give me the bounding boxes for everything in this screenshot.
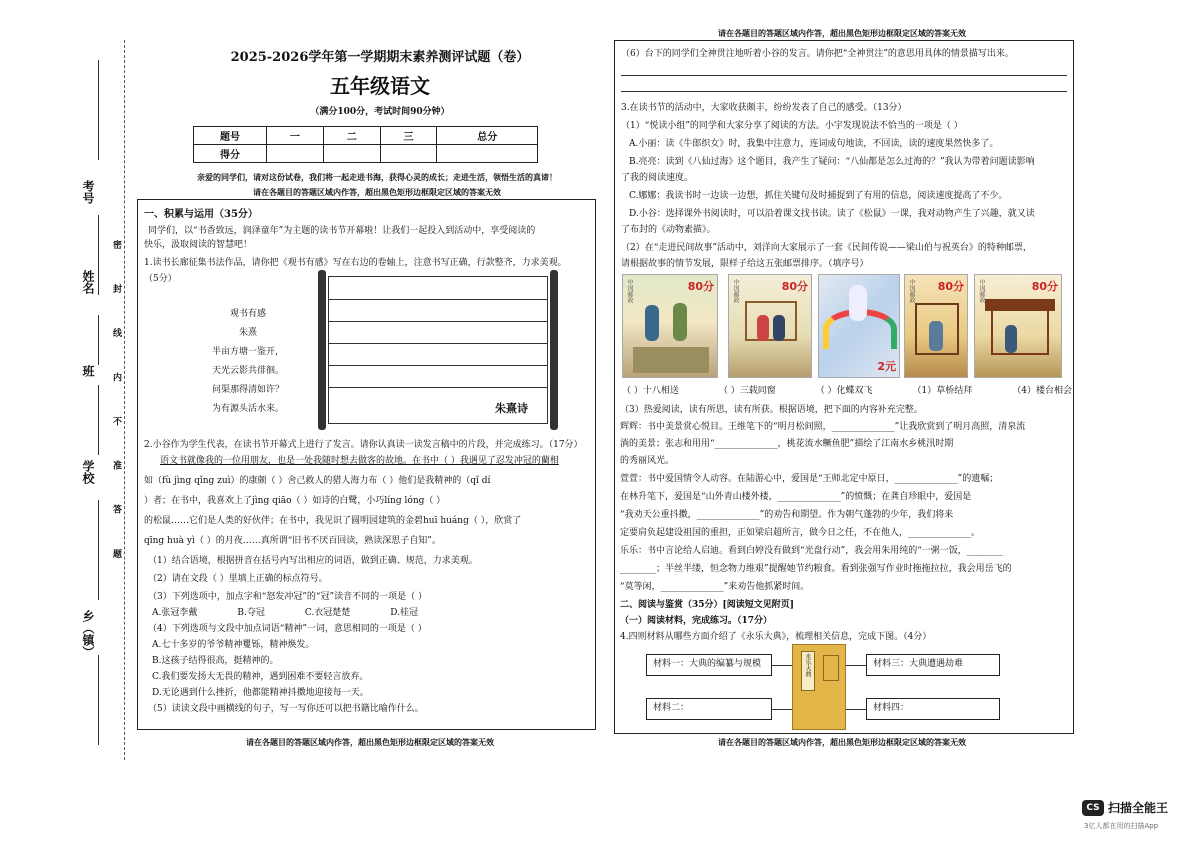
material-4-box[interactable] — [866, 698, 1000, 720]
scanner-logo-icon: CS — [1082, 800, 1104, 816]
stamp-country-label: 中国邮政 — [908, 279, 915, 303]
q3-3-text: 乐乐：书中言论给人启迪。看到白婷没有做到“光盘行动”，我会用朱用纯的“一粥一饭，________ — [620, 546, 1003, 556]
q2-sub1: （1）结合语境，根据拼音在括号内写出相应的词语，做到正确、规范，力求美观。 — [148, 556, 478, 566]
score-input[interactable] — [323, 145, 380, 163]
notice-top-left: 请在各题目的答题区域内作答，超出黑色矩形边框限定区域的答案无效 — [253, 187, 501, 197]
stamp-image — [904, 274, 968, 378]
section2-title: 二、阅读与鉴赏（35分）[阅读短文见附页] — [620, 600, 795, 610]
scanner-tagline: 3亿人都在用的扫描App — [1084, 822, 1159, 830]
notice-bottom-left: 请在各题目的答题区域内作答，超出黑色矩形边框限定区域的答案无效 — [246, 737, 494, 747]
answer-line[interactable] — [621, 75, 1067, 76]
q3-3-text: 定要肩负起建设祖国的重担，正如梁启超所言，做今日之任，不在他人，______________。 — [620, 528, 981, 538]
q3-1: （1）“悦读小组”的同学和大家分享了阅读的方法。小宇发现说法不恰当的一项是（ ） — [621, 121, 963, 131]
town-label: 乡（镇） — [81, 610, 95, 658]
option-b[interactable]: B.夺冠 — [237, 608, 265, 618]
binding-margin — [60, 40, 130, 760]
score-cell: 总分 — [437, 127, 538, 145]
poem-line: 半亩方塘一鉴开， — [211, 347, 284, 357]
q4-text: 4.四则材料从哪些方面介绍了《永乐大典》，梳理相关信息，完成下图。（4分） — [620, 632, 932, 642]
q3-1-opt[interactable]: A.小丽：读《牛郎织女》时，我集中注意力，连词成句地读，不回读，读的速度果然快多了。 — [629, 139, 999, 149]
stamp-value: 2元 — [877, 360, 896, 373]
section1-intro: 快乐，汲取阅读的智慧吧！ — [144, 240, 253, 250]
score-cell: 二 — [323, 127, 380, 145]
material-1-text: 材料一：大典的编纂与规模 — [653, 659, 762, 669]
notice-top-right: 请在各题目的答题区域内作答，超出黑色矩形边框限定区域的答案无效 — [718, 28, 966, 38]
poem-line: 天光云影共徘徊。 — [211, 366, 284, 376]
poem-line: 问渠那得清如许？ — [211, 385, 284, 395]
exam-title: 2025-2026学年第一学期期末素养测评试题（卷） — [230, 50, 530, 65]
stamp-label[interactable]: （ ）十八相送 — [622, 386, 679, 396]
option-a[interactable]: A.张冠李戴 — [152, 608, 198, 618]
option-d[interactable]: D.无论遇到什么挫折，他都能精神抖擞地迎接每一天。 — [152, 688, 369, 698]
score-cell: 题号 — [194, 127, 267, 145]
q2-sub2: （2）请在文段（ ）里填上正确的标点符号。 — [148, 574, 328, 584]
stamp-image — [728, 274, 812, 378]
q3-3-text: 淌的美景；张志和用用“______________，桃花流水鳜鱼肥”描绘了江南水乡桃汛时期 — [620, 439, 954, 449]
material-3-text: 材料三：大典遭遇劫难 — [873, 659, 964, 669]
q2-passage: 语文书就像我的一位用朋友，也是一处我随时想去做客的故地。在书中（ ）我遇见了忍发冲冠的藺相 — [160, 456, 559, 466]
book-cover-image — [792, 644, 846, 730]
left-answer-box — [137, 199, 596, 730]
section1-intro: 同学们，以“书香致远，润泽童年”为主题的读书节开幕啦！让我们一起投入到活动中，享受阅读的 — [148, 226, 536, 236]
q2-sub3-options — [152, 606, 572, 620]
book-title: 永乐大典 — [804, 653, 811, 677]
stamp-value: 80分 — [781, 280, 808, 293]
poem-author: 朱熹 — [238, 328, 257, 338]
stamp-country-label: 中国邮政 — [978, 279, 985, 303]
greeting: 亲爱的同学们，请对这份试卷，我们将一起走进书海，获得心灵的成长；走进生活，领悟生活的真谛！ — [197, 172, 557, 182]
q1-text: 1.读书长廊征集书法作品，请你把《观书有感》写在右边的卷轴上，注意书写正确，行款整齐，力求美观。 — [144, 258, 567, 268]
score-input[interactable] — [380, 145, 437, 163]
option-b[interactable]: B.这孩子结得很高，挺精神的。 — [152, 656, 279, 666]
option-c[interactable]: C.我们要发扬大无畏的精神，遇到困难不要轻言放弃。 — [152, 672, 369, 682]
score-cell: 三 — [380, 127, 437, 145]
q3-title: 3.在读书节的活动中，大家收获颇丰，纷纷发表了自己的感受。（13分） — [621, 103, 907, 113]
name-label: 姓名 — [81, 270, 95, 294]
q2-passage: 的松鼠……它们是人类的好伙伴；在书中，我见识了圆明园建筑的金碧huī huáng（ ），欣赏了 — [144, 516, 522, 526]
q2-passage: 如（fù jìng qǐng zuì）的康颇（ ）舍己救人的猎人海力布（ ）他们是我精神的（qǐ dí — [144, 476, 491, 486]
q3-3: （3）热爱阅读，读有所思，读有所获。根据语境，把下面的内容补充完整。 — [620, 405, 923, 415]
stamp-value: 80分 — [937, 280, 964, 293]
material-3-box — [866, 654, 1000, 676]
material-2-text: 材料二： — [653, 703, 690, 713]
notice-bottom-right: 请在各题目的答题区域内作答，超出黑色矩形边框限定区域的答案无效 — [718, 737, 966, 747]
q3-1-opt[interactable]: C.娜娜：我读书时一边读一边想，抓住关键句及时捕捉到了有用的信息，阅读速度提高了不少。 — [629, 191, 1008, 201]
class-label: 班 — [81, 365, 95, 377]
material-2-box[interactable] — [646, 698, 772, 720]
stamp-image — [622, 274, 718, 378]
stamp-labels — [622, 384, 1072, 398]
subject-title: 五年级语文 — [330, 74, 430, 98]
stamp-label[interactable]: （ ）化蝶双飞 — [815, 386, 873, 396]
q3-3-text: 的秀丽风光。 — [620, 456, 675, 466]
stamp-value: 80分 — [1031, 280, 1058, 293]
q3-1-opt-cont: 了我的阅读速度。 — [621, 173, 694, 183]
section2-sub: （一）阅读材料，完成练习。（17分） — [620, 616, 773, 626]
scroll-rod-right — [550, 270, 558, 430]
q2-sub3: （3）下列选项中，加点字和“怒发冲冠”的“冠”读音不同的一项是（ ） — [148, 592, 427, 602]
scroll-signature: 朱熹诗 — [495, 402, 528, 415]
q3-3-text: “莫等闲，______________”来劝告他抓紧时间。 — [620, 582, 810, 592]
stamp-image — [818, 274, 900, 378]
q2-passage: ）者；在书中，我喜欢上了jìng qiāo（ ）如诗的白鹭，小巧líng lóng（ ） — [144, 496, 446, 506]
poem — [193, 305, 303, 419]
score-input[interactable] — [267, 145, 324, 163]
stamp-image — [974, 274, 1062, 378]
score-input[interactable] — [437, 145, 538, 163]
q3-3-text: ________；半丝半缕，恒念物力维艰”提醒她节约粮食。看到张强写作业时拖拖拉拉，我会用岳飞的 — [620, 564, 1012, 574]
q3-3-text: 萱萱：书中爱国情令人动容。在陆游心中，爱国是“王师北定中原日，______________”的遗嘱； — [620, 474, 999, 484]
poem-title: 观书有感 — [229, 309, 266, 319]
q3-1-opt[interactable]: D.小谷：选择课外书阅读时，可以沿着课文找书读。读了《松鼠》一课，我对动物产生了兴趣，就又读 — [629, 209, 1035, 219]
q2-sub4: （4）下列选项与文段中加点词语“精神”一词，意思相同的一项是（ ） — [148, 624, 427, 634]
q1-score: （5分） — [144, 274, 177, 284]
material-4-text: 材料四： — [873, 703, 910, 713]
poem-line: 为有源头活水来。 — [211, 404, 284, 414]
q2-text: 2.小谷作为学生代表，在读书节开幕式上进行了发言。请你认真读一读发言稿中的片段，并完成练习。（17分） — [144, 440, 583, 450]
seal-line-text: 密 封 线 内 不 准 答 题 — [111, 240, 121, 574]
scroll-rod-left — [318, 270, 326, 430]
q2-passage: qīng huà yì（ ）的月夜……真所谓“旧书不厌百回读，熟读深思子自知”。 — [144, 536, 441, 546]
q2-sub5: （5）读读文段中画横线的句子，写一写你还可以把书籍比喻作什么。 — [148, 704, 424, 714]
scanner-name: 扫描全能王 — [1108, 801, 1169, 815]
q3-3-text: “我劝天公重抖擞，______________”的劝告和期望。作为朝气蓬勃的少年，我们将来 — [620, 510, 954, 520]
exam-no-label: 考号 — [81, 180, 95, 204]
stamp-label: （4）楼台相会 — [1012, 386, 1072, 396]
material-1-box — [646, 654, 772, 676]
q3-2: （2）在“走进民间故事”活动中，刘洋向大家展示了一套《民间传说——梁山伯与祝英台》的特种邮票， — [621, 243, 1032, 253]
exam-meta: （满分100分，考试时间90分钟） — [310, 107, 450, 117]
answer-line[interactable] — [621, 91, 1067, 92]
q6-text: （6）台下的同学们全神贯注地听着小谷的发言。请你把“全神贯注”的意思用具体的情景描写出来。 — [621, 49, 1014, 59]
stamp-label: （1）草桥结拜 — [912, 386, 973, 396]
scroll-writing-area[interactable] — [318, 270, 558, 430]
scanner-watermark — [1082, 798, 1192, 838]
score-cell: 得分 — [194, 145, 267, 163]
option-a[interactable]: A.七十多岁的爷爷精神矍铄，精神焕发。 — [152, 640, 315, 650]
q3-1-opt[interactable]: B.亮亮：读到《八仙过海》这个题目，我产生了疑问：“八仙都是怎么过海的？”我认为带着问题读影响 — [629, 157, 1035, 167]
stamp-country-label: 中国邮政 — [732, 279, 739, 303]
school-label: 学校 — [81, 460, 95, 484]
option-d[interactable]: D.桂冠 — [390, 608, 419, 618]
q3-3-text: 在林升笔下，爱国是“山外青山楼外楼，______________”的愤慨；在龚自珍眼中，爱国是 — [620, 492, 972, 502]
q3-3-text: 辉辉：书中美景赏心悦目。王维笔下的“明月松间照，______________”让我欣赏到了明月高照，清泉流 — [620, 422, 1026, 432]
stamp-country-label: 中国邮政 — [626, 279, 633, 303]
score-cell: 一 — [267, 127, 324, 145]
stamp-value: 80分 — [687, 280, 714, 293]
q3-1-opt-cont: 了布封的《动物素描》。 — [621, 225, 716, 235]
score-table — [193, 126, 538, 163]
stamp-label[interactable]: （ ）三载同窗 — [718, 386, 776, 396]
option-c[interactable]: C.衣冠楚楚 — [304, 608, 351, 618]
section1-title: 一、积累与运用（35分） — [144, 209, 258, 220]
q3-2: 请根据故事的情节发展，限样子给这五张邮票排序。（填序号） — [621, 259, 869, 269]
